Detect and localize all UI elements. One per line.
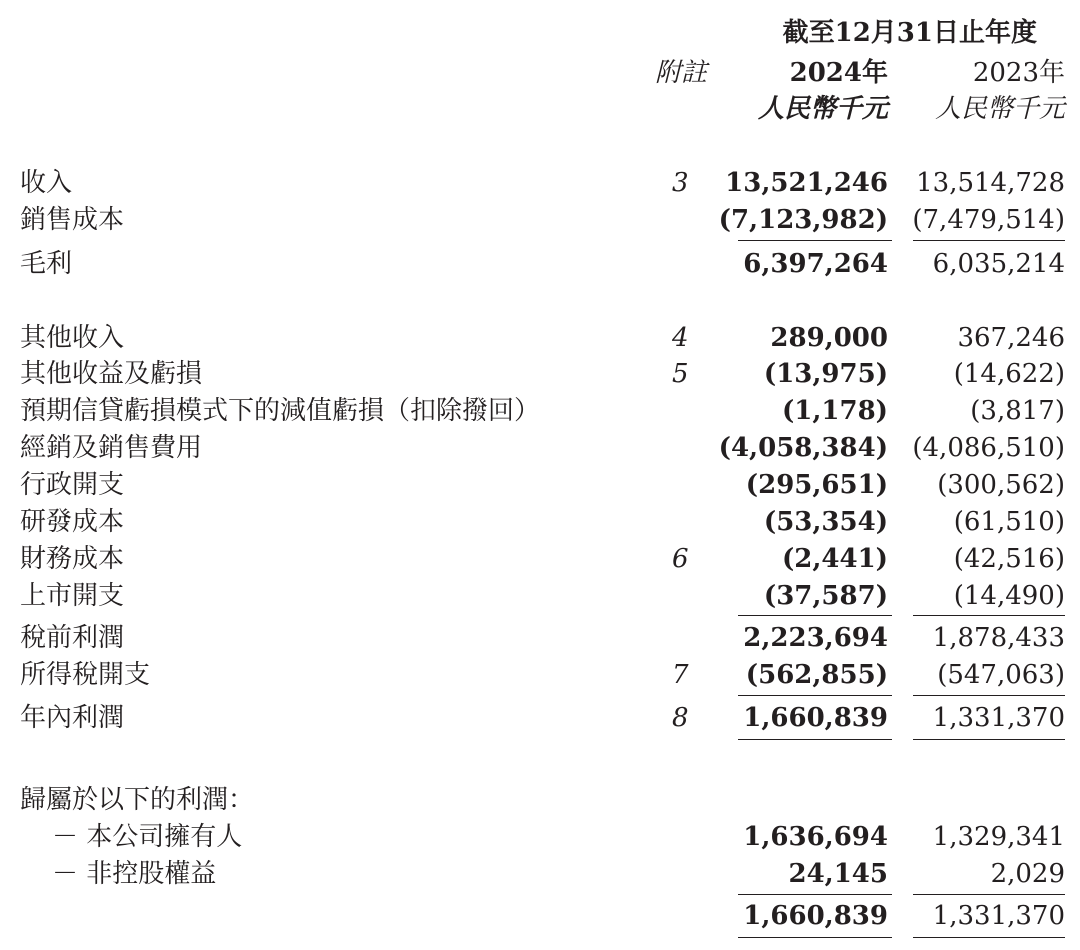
value-2023: (3,817) bbox=[970, 396, 1065, 426]
note-column-heading: 附註 bbox=[655, 58, 708, 88]
row-label: 財務成本 bbox=[20, 544, 125, 574]
value-2024: (7,123,982) bbox=[718, 205, 888, 235]
subtotal-rule bbox=[738, 695, 892, 696]
value-2023: (7,479,514) bbox=[912, 205, 1065, 235]
unit-2024-heading: 人民幣千元 bbox=[757, 94, 888, 124]
subtotal-rule bbox=[913, 615, 1065, 616]
row-cost-of-sales bbox=[0, 202, 1080, 238]
total-rule bbox=[913, 937, 1065, 938]
value-2024: (13,975) bbox=[763, 359, 888, 389]
subtotal-rule bbox=[913, 240, 1065, 241]
value-2024: (562,855) bbox=[745, 660, 888, 690]
row-label: 經銷及銷售費用 bbox=[20, 433, 203, 463]
row-label: 年內利潤 bbox=[20, 703, 125, 733]
subtotal-rule bbox=[738, 894, 892, 895]
value-2024: 13,521,246 bbox=[725, 168, 888, 198]
value-2024: 1,660,839 bbox=[743, 703, 888, 733]
value-2023: 1,878,433 bbox=[932, 623, 1065, 653]
row-note: 8 bbox=[672, 703, 689, 733]
row-distribution-selling bbox=[0, 430, 1080, 466]
value-2024: (53,354) bbox=[763, 507, 888, 537]
value-2023: (14,490) bbox=[953, 581, 1065, 611]
row-rnd-cost bbox=[0, 504, 1080, 540]
value-2024: 2,223,694 bbox=[743, 623, 888, 653]
row-label: 銷售成本 bbox=[20, 205, 125, 235]
value-2024: 1,660,839 bbox=[743, 901, 888, 931]
row-listing-expenses bbox=[0, 578, 1080, 614]
row-total bbox=[0, 898, 1080, 934]
value-2024: 289,000 bbox=[770, 323, 888, 353]
row-other-gains-losses bbox=[0, 356, 1080, 392]
row-label: 其他收益及虧損 bbox=[20, 359, 203, 389]
row-gross-profit bbox=[0, 246, 1080, 282]
row-note: 4 bbox=[672, 323, 689, 353]
row-admin-expenses bbox=[0, 467, 1080, 503]
row-ecl-impairment bbox=[0, 393, 1080, 429]
total-rule bbox=[738, 937, 892, 938]
row-finance-cost bbox=[0, 541, 1080, 577]
row-label: 所得稅開支 bbox=[20, 660, 151, 690]
subtotal-rule bbox=[738, 240, 892, 241]
row-label: － 非控股權益 bbox=[52, 859, 217, 889]
row-label: 行政開支 bbox=[20, 470, 125, 500]
value-2023: (300,562) bbox=[937, 470, 1065, 500]
row-label: 毛利 bbox=[20, 249, 73, 279]
value-2023: (547,063) bbox=[937, 660, 1065, 690]
row-note: 3 bbox=[672, 168, 689, 198]
value-2023: 13,514,728 bbox=[916, 168, 1065, 198]
row-attributable-heading bbox=[0, 782, 1080, 818]
row-label: 上市開支 bbox=[20, 581, 125, 611]
value-2023: (61,510) bbox=[953, 507, 1065, 537]
row-other-income bbox=[0, 320, 1080, 356]
year-2023-heading: 2023年 bbox=[972, 58, 1065, 88]
value-2023: 2,029 bbox=[990, 859, 1065, 889]
value-2024: (4,058,384) bbox=[718, 433, 888, 463]
value-2024: 1,636,694 bbox=[743, 822, 888, 852]
value-2024: 6,397,264 bbox=[743, 249, 888, 279]
value-2024: (37,587) bbox=[763, 581, 888, 611]
subtotal-rule bbox=[913, 695, 1065, 696]
total-rule bbox=[913, 739, 1065, 740]
row-label: 預期信貸虧損模式下的減值虧損（扣除撥回） bbox=[20, 396, 541, 426]
value-2023: (4,086,510) bbox=[912, 433, 1065, 463]
value-2023: 1,331,370 bbox=[932, 901, 1065, 931]
row-label: 歸屬於以下的利潤： bbox=[20, 785, 255, 815]
row-label: 收入 bbox=[20, 168, 73, 198]
row-income-tax bbox=[0, 657, 1080, 693]
value-2023: 6,035,214 bbox=[932, 249, 1065, 279]
row-nci bbox=[0, 856, 1080, 892]
row-label: 研發成本 bbox=[20, 507, 125, 537]
row-note: 6 bbox=[672, 544, 689, 574]
row-label: 稅前利潤 bbox=[20, 623, 125, 653]
value-2024: 24,145 bbox=[788, 859, 888, 889]
value-2023: (42,516) bbox=[953, 544, 1065, 574]
row-label: 其他收入 bbox=[20, 323, 125, 353]
value-2024: (1,178) bbox=[781, 396, 888, 426]
value-2023: (14,622) bbox=[953, 359, 1065, 389]
row-profit-before-tax bbox=[0, 620, 1080, 656]
year-2024-heading: 2024年 bbox=[789, 58, 888, 88]
value-2023: 1,329,341 bbox=[932, 822, 1065, 852]
value-2024: (2,441) bbox=[781, 544, 888, 574]
period-heading: 截至12月31日止年度 bbox=[782, 18, 1037, 48]
value-2023: 1,331,370 bbox=[932, 703, 1065, 733]
row-profit-for-year bbox=[0, 700, 1080, 736]
row-note: 5 bbox=[672, 359, 689, 389]
row-owners bbox=[0, 819, 1080, 855]
value-2023: 367,246 bbox=[957, 323, 1065, 353]
row-note: 7 bbox=[672, 660, 689, 690]
subtotal-rule bbox=[738, 615, 892, 616]
subtotal-rule bbox=[913, 894, 1065, 895]
value-2024: (295,651) bbox=[745, 470, 888, 500]
total-rule bbox=[738, 739, 892, 740]
unit-2023-heading: 人民幣千元 bbox=[934, 94, 1065, 124]
row-label: － 本公司擁有人 bbox=[52, 822, 243, 852]
row-revenue bbox=[0, 165, 1080, 201]
